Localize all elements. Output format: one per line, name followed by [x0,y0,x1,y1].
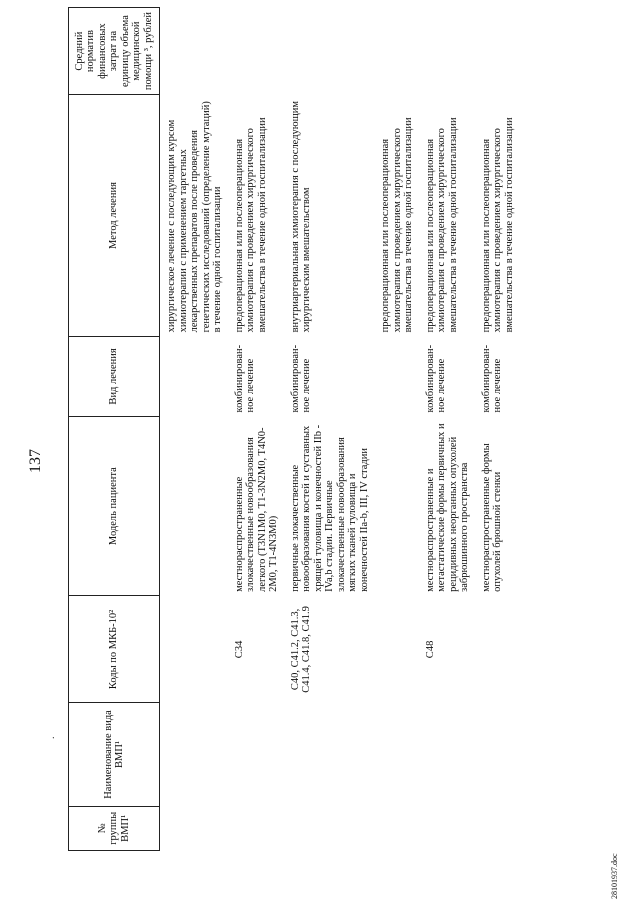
header-icd-codes: Коды по МКБ-10² [69,596,160,703]
table-header-row [69,8,160,851]
cell-cost [288,8,379,95]
cell-type [160,336,232,416]
cell-model: местнораспространенные формы опухолей брюшной стенки [480,443,503,592]
cell-model: первичные злокачественные новообразования костей и суставных хрящей туловища и конечностей IIb - IVa,b стадии. Первичные злокачественные новообразования мягких тканей туловища и конечностей IIa-b, III, IV стадии [289,424,370,592]
cell-type: комбинирован-ное лечение [233,344,256,413]
cell-cost [423,8,479,95]
cell-model: местнораспространенные злокачественные новообразования легкого (T3N1M0, T1-3N2M0, T4N0-2M0, T1-4N3M0) [233,427,279,592]
cell-name [288,703,379,806]
treatment-table [68,7,523,851]
cell-method: предоперационная или послеоперационная химиотерапия с проведением хирургического вмешательства в течение одной госпитализации [233,117,268,333]
cell-num [423,806,479,850]
cell-method: хирургическое лечение с последующим курсом химиотерапии с применением таргетных лекарственных препаратов после проведения генетических исследований (определение мутаций) в течение одной госпитализации [166,101,223,333]
cell-num [160,806,232,850]
cell-num [288,806,379,850]
table-row [232,8,288,851]
table-row [288,8,379,851]
table-row [378,8,423,851]
cell-name [160,703,232,806]
cell-name [479,703,524,806]
cell-cost [479,8,524,95]
cell-cost [378,8,423,95]
cell-type [378,336,423,416]
cell-method: предоперационная или послеоперационная химиотерапия с проведением хирургического вмешательства в течение одной госпитализации [380,117,414,333]
cell-num [232,806,288,850]
header-patient-model: Модель пациента [69,416,160,595]
cell-codes: C34 [233,640,245,659]
header-treatment-method: Метод лечения [69,95,160,337]
cell-codes [378,596,423,703]
cell-cost [232,8,288,95]
cell-model: местнораспространенные и метастатические формы первичных и рецидивных неорганных опухолей забрюшинного пространства [424,423,470,592]
cell-num [378,806,423,850]
cell-name [232,703,288,806]
cell-type: комбинирован-ное лечение [424,344,447,413]
cell-cost [160,8,232,95]
cell-name [423,703,479,806]
cell-method: предоперационная или послеоперационная химиотерапия с проведением хирургического вмешательства в течение одной госпитализации [424,117,459,333]
cell-type: комбинирован-ное лечение [289,344,312,413]
cell-type: комбинирован-ное лечение [480,344,503,413]
page-number: 137 [27,449,44,473]
table-row [160,8,232,851]
top-mark: . [46,736,57,739]
header-group-number: № группы ВМП¹ [69,806,160,850]
cell-codes: C40, C41.2, C41.3, C41.4, C41.8, C41.9 [289,606,312,693]
cell-method: внутриартериальная химиотерапия с последующим хирургическим вмешательством [289,101,312,333]
table-row [479,8,524,851]
cell-name [378,703,423,806]
cell-method: предоперационная или послеоперационная химиотерапия с проведением хирургического вмешательства в течение одной госпитализации [480,117,515,333]
header-average-cost: Средний норматив финансовых затрат на единицу объема медицинской помощи ³, рублей [69,8,160,95]
cell-model [160,416,232,595]
document-id: 28101937.doc [610,853,619,899]
header-vmp-name: Наименование вида ВМП¹ [69,703,160,806]
header-treatment-type: Вид лечения [69,336,160,416]
cell-model [378,416,423,595]
cell-codes [479,596,524,703]
cell-codes: C48 [424,640,436,659]
table-row [423,8,479,851]
cell-num [479,806,524,850]
cell-codes [160,596,232,703]
